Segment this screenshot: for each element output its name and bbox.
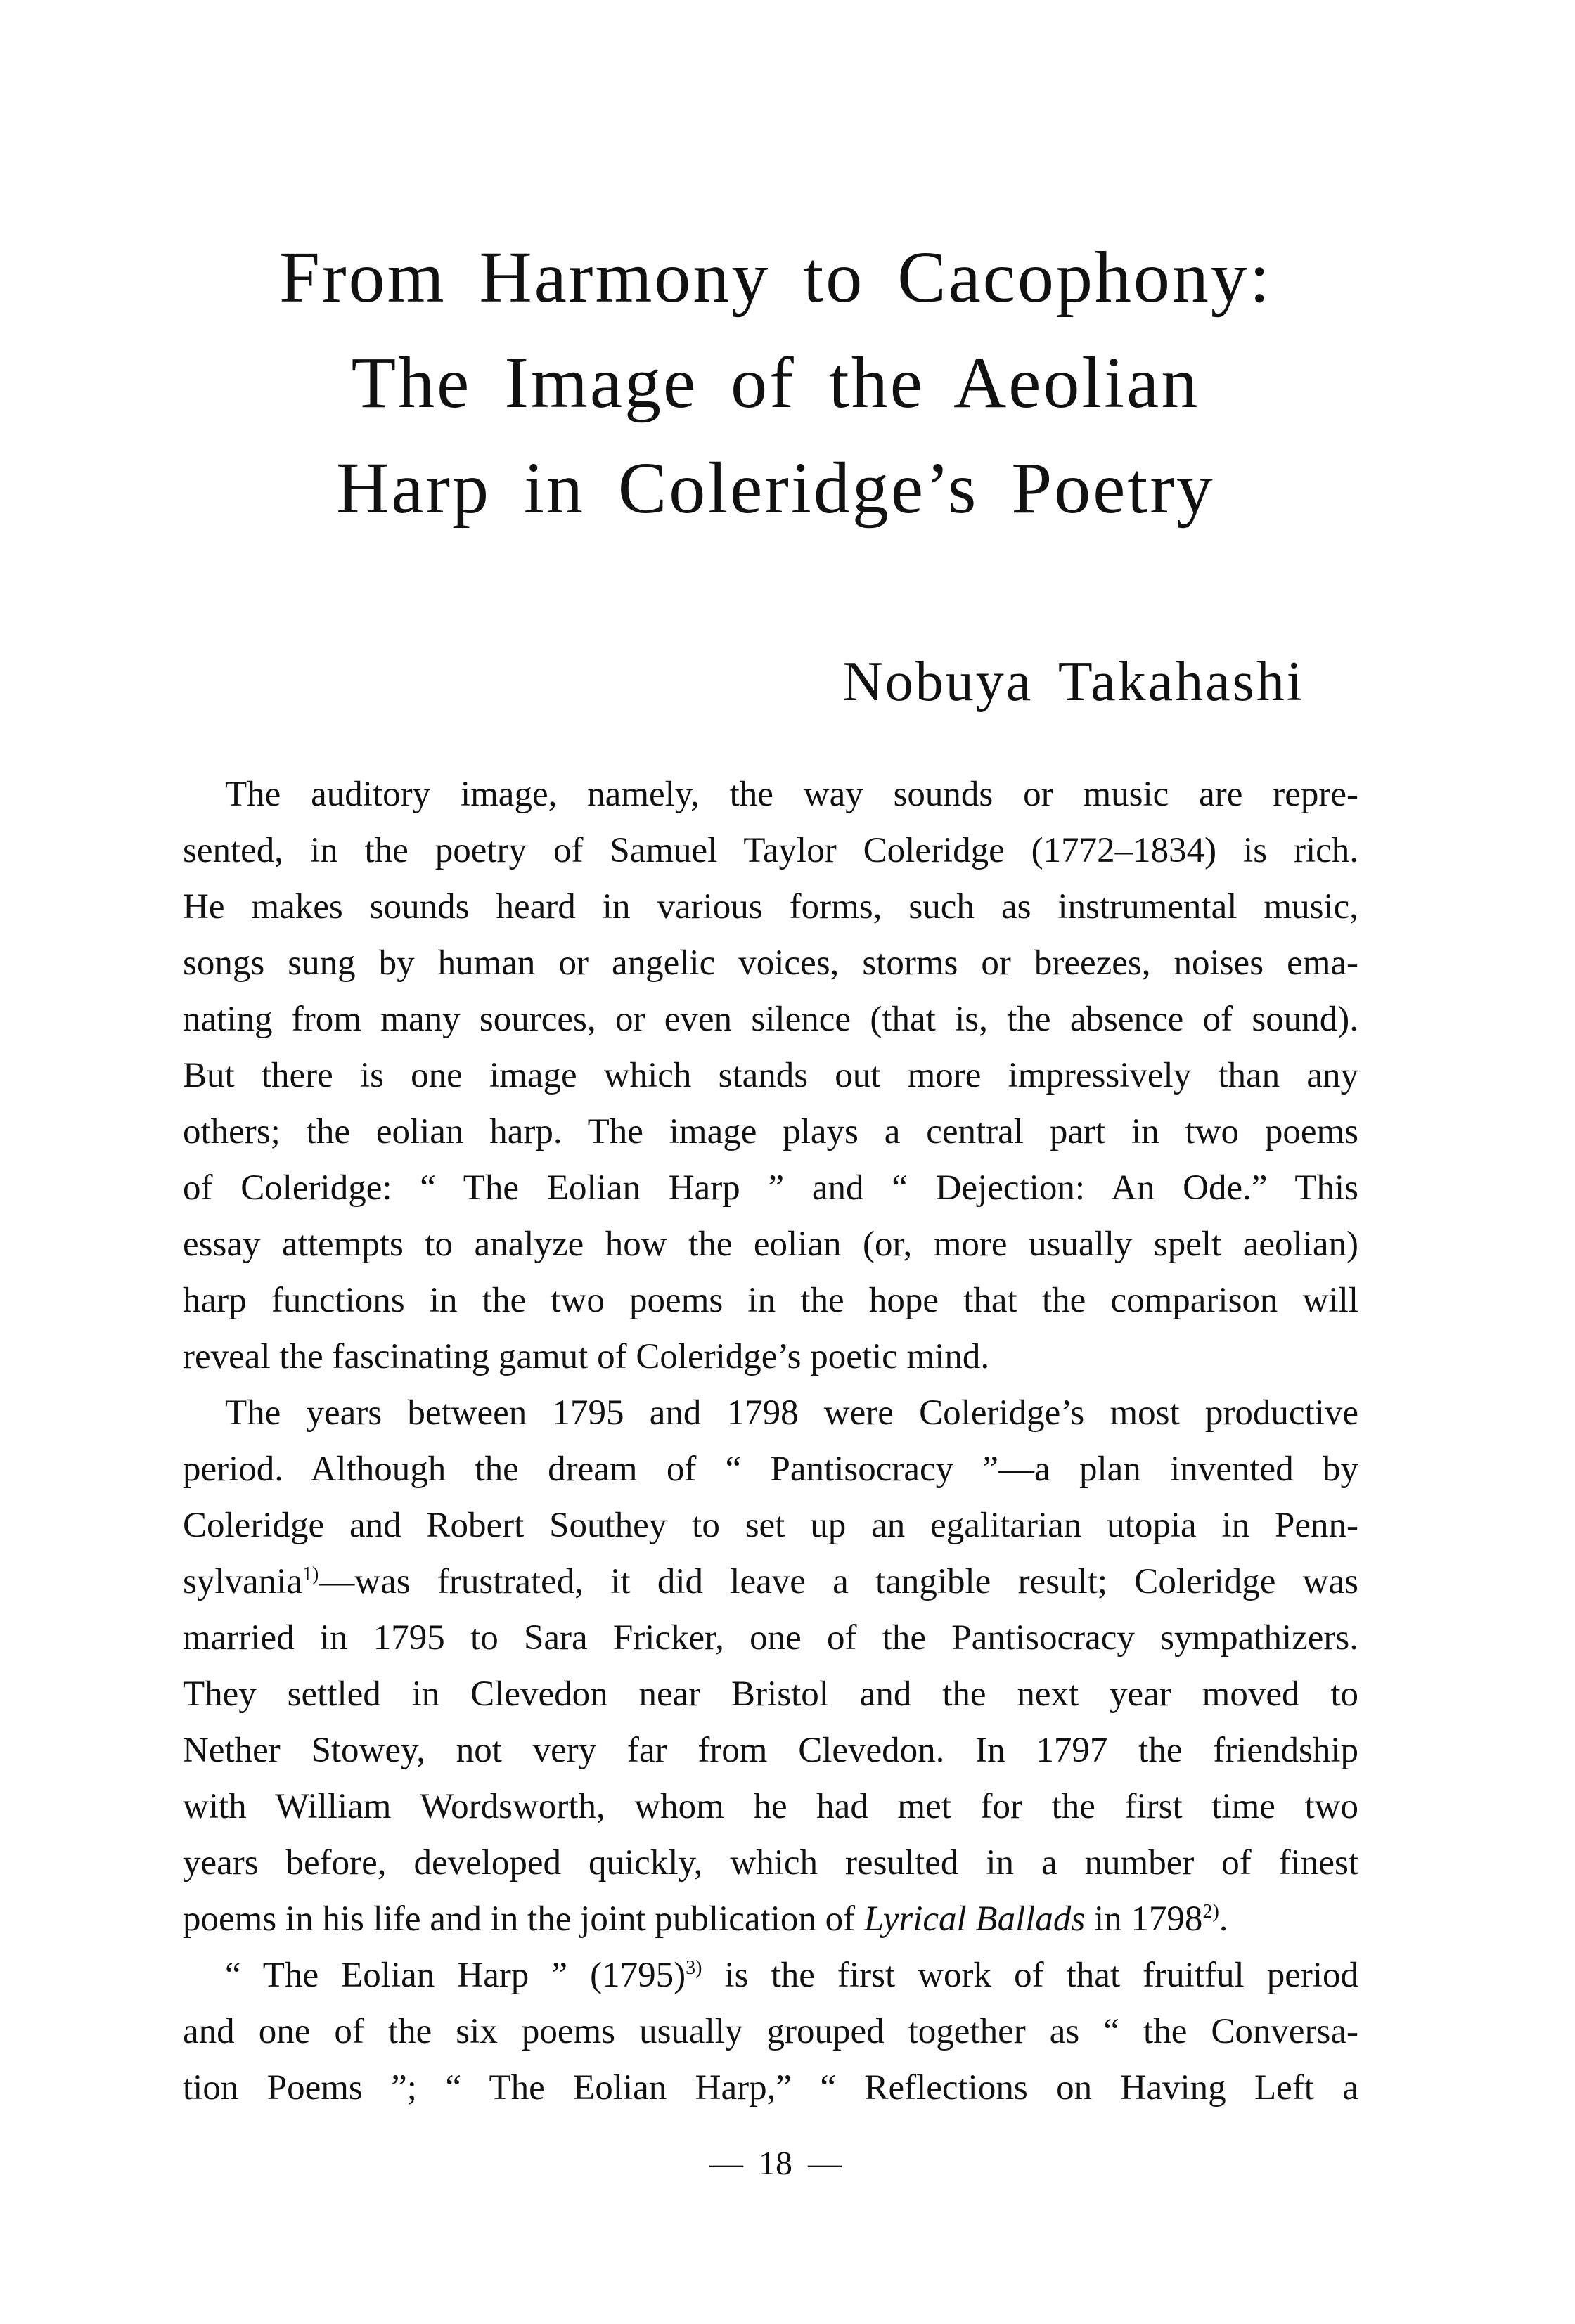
- text-run: with William Wordsworth, whom he had met for the first time two: [183, 1787, 1358, 1826]
- text-run: sylvania: [183, 1562, 302, 1601]
- text-run: harp functions in the two poems in the hope that the comparison will: [183, 1281, 1358, 1320]
- text-line: [183, 766, 1358, 822]
- text-line: [183, 1272, 1358, 1329]
- text-run: in 1798: [1085, 1899, 1203, 1939]
- text-run: poems in his life and in the joint publication of: [183, 1899, 864, 1939]
- text-line: [183, 1329, 1358, 1385]
- title-line: The Image of the Aeolian: [351, 342, 1200, 423]
- text-run: years before, developed quickly, which resulted in a number of finest: [183, 1843, 1358, 1883]
- text-run: They settled in Clevedon near Bristol and the next year moved to: [183, 1674, 1358, 1714]
- text-run: .: [1219, 1899, 1228, 1939]
- article-title: [0, 225, 1551, 541]
- text-line: [183, 1441, 1358, 1497]
- text-run: and one of the six poems usually grouped together as “ the Conversa-: [183, 2012, 1358, 2051]
- text-line: [183, 1891, 1358, 1947]
- text-run: “ The Eolian Harp ” (1795): [225, 1956, 686, 1995]
- title-line: From Harmony to Cacophony:: [279, 237, 1272, 318]
- italic-title: Lyrical Ballads: [863, 1899, 1086, 1939]
- text-run: others; the eolian harp. The image plays a central part in two poems: [183, 1112, 1358, 1151]
- footnote-ref: 1): [302, 1563, 319, 1585]
- text-line: [183, 1554, 1358, 1610]
- text-line: [183, 879, 1358, 935]
- paragraph: [183, 1385, 1358, 1947]
- text-run: nating from many sources, or even silence (that is, the absence of sound).: [183, 1000, 1358, 1039]
- text-line: [183, 1666, 1358, 1722]
- text-run: Nether Stowey, not very far from Clevedon. In 1797 the friendship: [183, 1731, 1358, 1770]
- text-line: [183, 1104, 1358, 1160]
- page-number: — 18 —: [709, 2145, 842, 2182]
- text-run: reveal the fascinating gamut of Coleridge’s poetic mind.: [183, 1337, 990, 1376]
- text-line: [183, 1610, 1358, 1666]
- text-run: period. Although the dream of “ Pantisocracy ”—a plan invented by: [183, 1450, 1358, 1489]
- text-line: [183, 2060, 1358, 2116]
- footnote-ref: 3): [686, 1957, 702, 1979]
- text-line: [183, 822, 1358, 879]
- title-line: Harp in Coleridge’s Poetry: [336, 448, 1215, 529]
- text-line: [183, 1947, 1358, 2003]
- text-line: [183, 1160, 1358, 1216]
- text-line: [183, 1835, 1358, 1891]
- text-run: —was frustrated, it did leave a tangible result; Coleridge was: [319, 1562, 1358, 1601]
- text-line: [183, 2003, 1358, 2060]
- text-line: [183, 1385, 1358, 1441]
- text-run: The years between 1795 and 1798 were Coleridge’s most productive: [225, 1393, 1358, 1433]
- text-line: [183, 1722, 1358, 1778]
- article-body: [183, 766, 1358, 2116]
- author-name: Nobuya Takahashi: [842, 651, 1304, 713]
- text-run: But there is one image which stands out more impressively than any: [183, 1056, 1358, 1095]
- text-run: tion Poems ”; “ The Eolian Harp,” “ Reflections on Having Left a: [183, 2068, 1358, 2107]
- paragraph: [183, 1947, 1358, 2116]
- text-run: sented, in the poetry of Samuel Taylor Coleridge (1772–1834) is rich.: [183, 831, 1358, 870]
- text-line: [183, 991, 1358, 1047]
- paragraph: [183, 766, 1358, 1385]
- text-line: [183, 935, 1358, 991]
- text-run: of Coleridge: “ The Eolian Harp ” and “ Dejection: An Ode.” This: [183, 1168, 1358, 1208]
- text-run: is the first work of that fruitful period: [702, 1956, 1359, 1995]
- text-run: married in 1795 to Sara Fricker, one of the Pantisocracy sympathizers.: [183, 1618, 1358, 1658]
- text-run: Coleridge and Robert Southey to set up an egalitarian utopia in Penn-: [183, 1506, 1358, 1545]
- text-run: songs sung by human or angelic voices, storms or breezes, noises ema-: [183, 943, 1358, 983]
- text-line: [183, 1216, 1358, 1272]
- text-run: The auditory image, namely, the way sounds or music are repre-: [225, 775, 1358, 814]
- text-run: He makes sounds heard in various forms, such as instrumental music,: [183, 887, 1358, 927]
- text-line: [183, 1047, 1358, 1104]
- text-line: [183, 1497, 1358, 1554]
- text-line: [183, 1778, 1358, 1835]
- footnote-ref: 2): [1202, 1901, 1219, 1923]
- text-run: essay attempts to analyze how the eolian (or, more usually spelt aeolian): [183, 1225, 1358, 1264]
